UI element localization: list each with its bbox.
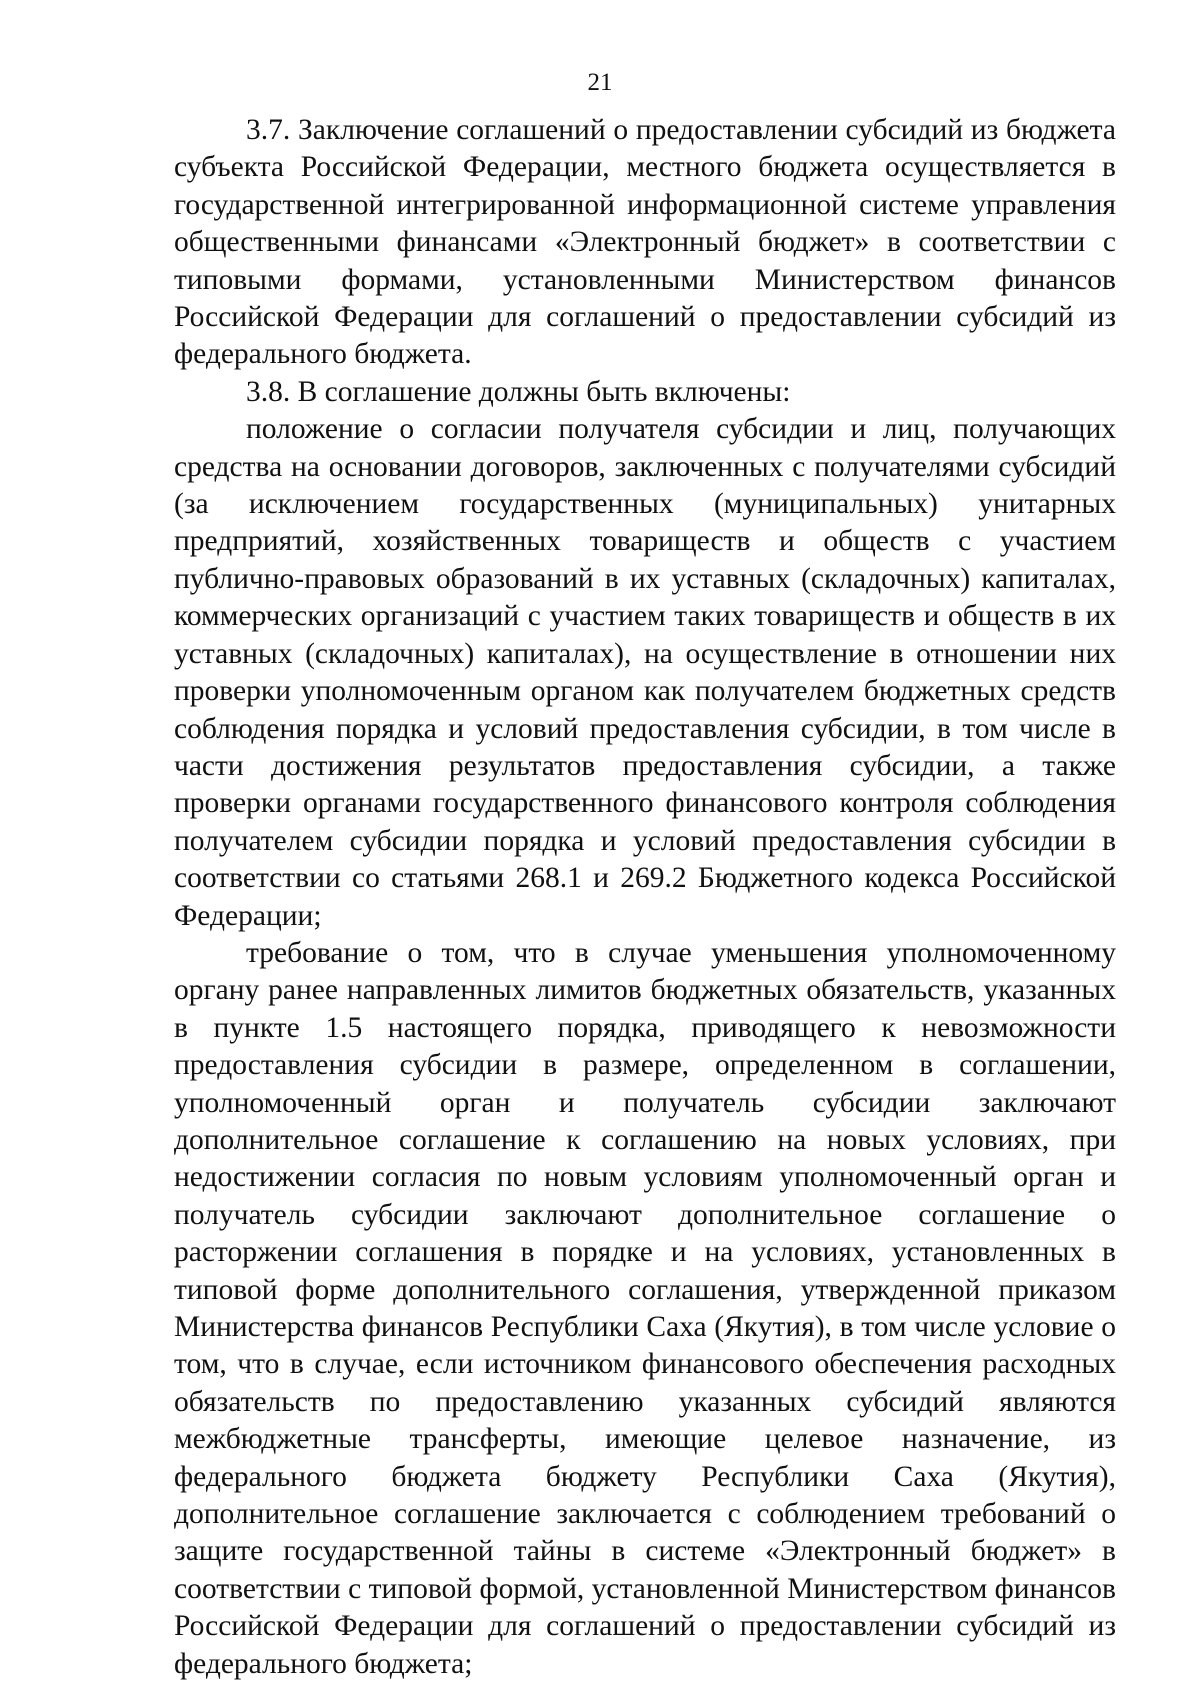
paragraph-3-7: 3.7. Заключение соглашений о предоставлении субсидий из бюджета субъекта Российской Федерации, местного бюджета осуществляется в государственной интегрированной информационной системе управления общественными финансами «Электронный бюджет» в соответствии с типовыми формами, установленными Министерством финансов Российской Федерации для соглашений о предоставлении субсидий из федерального бюджета.: [174, 114, 1116, 371]
document-body: [174, 112, 1116, 1683]
paragraph-consent-clause: положение о согласии получателя субсидии и лиц, получающих средства на основании договоров, заключенных с получателями субсидий (за исключением государственных (муниципальных) унитарных предприятий, хозяйственных товариществ и обществ с участием публично-правовых образований в их уставных (складочных) капиталах, коммерческих организаций с участием таких товариществ и обществ в их уставных (складочных) капиталах), на осуществление в отношении них проверки уполномоченным органом как получателем бюджетных средств соблюдения порядка и условий предоставления субсидии, в том числе в части достижения результатов предоставления субсидии, а также проверки органами государственного финансового контроля соблюдения получателем субсидии порядка и условий предоставления субсидии в соответствии со статьями 268.1 и 269.2 Бюджетного кодекса Российской Федерации;: [174, 413, 1116, 932]
paragraph-3-8-heading: 3.8. В соглашение должны быть включены:: [246, 375, 791, 408]
page-number: 21: [587, 69, 613, 96]
paragraph-reduction-requirement: требование о том, что в случае уменьшения уполномоченному органу ранее направленных лимитов бюджетных обязательств, указанных в пункте 1.5 настоящего порядка, приводящего к невозможности предоставления субсидии в размере, определенном в соглашении, уполномоченный орган и получатель субсидии заключают дополнительное соглашение к соглашению на новых условиях, при недостижении согласия по новым условиям уполномоченный орган и получатель субсидии заключают дополнительное соглашение о расторжении соглашения в порядке и на условиях, установленных в типовой форме дополнительного соглашения, утвержденной приказом Министерства финансов Республики Саха (Якутия), в том числе условие о том, что в случае, если источником финансового обеспечения расходных обязательств по предоставлению указанных субсидий являются межбюджетные трансферты, имеющие целевое назначение, из федерального бюджета бюджету Республики Саха (Якутия), дополнительное соглашение заключается с соблюдением требований о защите государственной тайны в системе «Электронный бюджет» в соответствии с типовой формой, установленной Министерством финансов Российской Федерации для соглашений о предоставлении субсидий из федерального бюджета;: [174, 936, 1116, 1680]
